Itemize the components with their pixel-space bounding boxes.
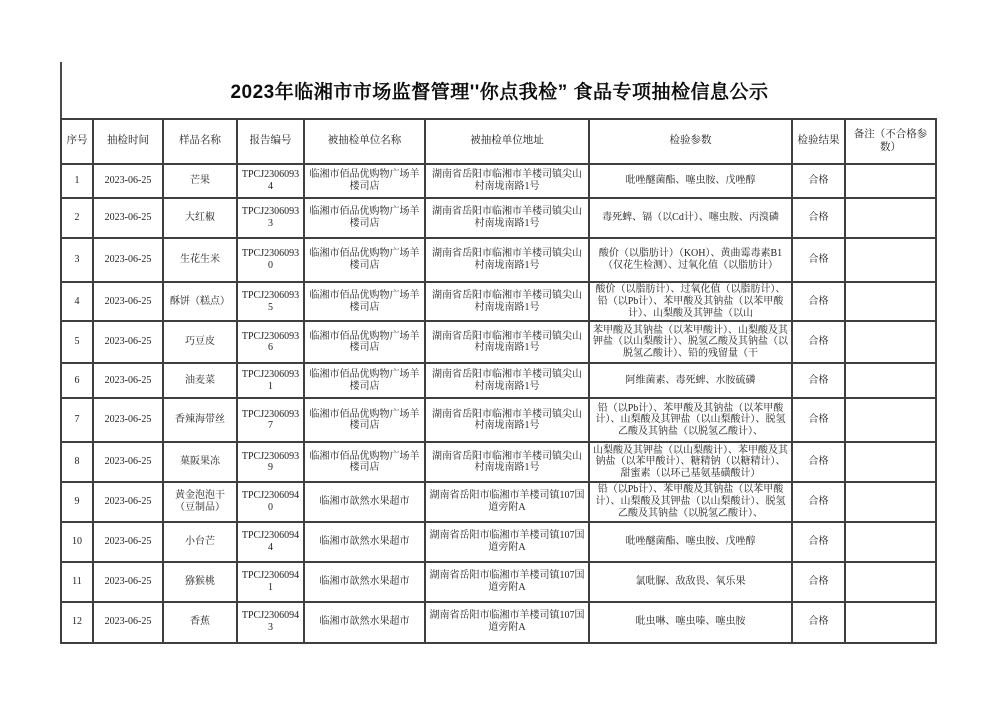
cell-no: 4 xyxy=(61,282,93,321)
cell-unit-name: 临湘市佰品优购物广场羊楼司店 xyxy=(304,282,425,321)
cell-result: 合格 xyxy=(792,238,845,282)
cell-unit-address: 湖南省岳阳市临湘市羊楼司镇尖山村南垅南路1号 xyxy=(425,238,589,282)
cell-unit-name: 临湘市佰品优购物广场羊楼司店 xyxy=(304,398,425,442)
cell-no: 12 xyxy=(61,602,93,643)
cell-report-number: TPCJ23060940 xyxy=(237,482,304,521)
cell-unit-name: 临湘市佰品优购物广场羊楼司店 xyxy=(304,238,425,282)
col-header-unit-name: 被抽检单位名称 xyxy=(304,119,425,164)
cell-remark xyxy=(845,442,936,482)
cell-sample-name: 小台芒 xyxy=(163,522,237,562)
table-row xyxy=(61,482,936,521)
cell-unit-name: 临湘市佰品优购物广场羊楼司店 xyxy=(304,198,425,238)
cell-report-number: TPCJ23060931 xyxy=(237,363,304,398)
cell-date: 2023-06-25 xyxy=(93,238,163,282)
table-row xyxy=(61,198,936,238)
cell-report-number: TPCJ23060933 xyxy=(237,198,304,238)
cell-date: 2023-06-25 xyxy=(93,602,163,643)
cell-result: 合格 xyxy=(792,522,845,562)
cell-test-parameters: 吡唑醚菌酯、噻虫胺、戊唑醇 xyxy=(589,522,792,562)
table-row xyxy=(61,398,936,442)
cell-result: 合格 xyxy=(792,363,845,398)
cell-date: 2023-06-25 xyxy=(93,198,163,238)
cell-no: 6 xyxy=(61,363,93,398)
cell-sample-name: 菓阪果冻 xyxy=(163,442,237,482)
cell-unit-address: 湖南省岳阳市临湘市羊楼司镇尖山村南垅南路1号 xyxy=(425,282,589,321)
cell-unit-address: 湖南省岳阳市临湘市羊楼司镇尖山村南垅南路1号 xyxy=(425,198,589,238)
cell-unit-address: 湖南省岳阳市临湘市羊楼司镇107国道旁附A xyxy=(425,562,589,602)
cell-date: 2023-06-25 xyxy=(93,164,163,198)
cell-result: 合格 xyxy=(792,198,845,238)
cell-result: 合格 xyxy=(792,602,845,643)
cell-unit-address: 湖南省岳阳市临湘市羊楼司镇尖山村南垅南路1号 xyxy=(425,164,589,198)
table-row xyxy=(61,522,936,562)
cell-sample-name: 巧豆皮 xyxy=(163,321,237,363)
cell-remark xyxy=(845,562,936,602)
cell-sample-name: 黄金泡泡干（豆制品） xyxy=(163,482,237,521)
cell-result: 合格 xyxy=(792,482,845,521)
col-header-unit-address: 被抽检单位地址 xyxy=(425,119,589,164)
cell-test-parameters: 吡虫啉、噻虫嗪、噻虫胺 xyxy=(589,602,792,643)
cell-test-parameters: 山梨酸及其钾盐（以山梨酸计）、苯甲酸及其钠盐（以苯甲酸计）、糖精钠（以糖精计）、甜蜜素（以环己基氨基磺酸计） xyxy=(589,442,792,482)
table-row xyxy=(61,442,936,482)
table-body xyxy=(61,164,936,643)
col-header-remark: 备注（不合格参数） xyxy=(845,119,936,164)
cell-remark xyxy=(845,282,936,321)
cell-date: 2023-06-25 xyxy=(93,398,163,442)
inspection-table xyxy=(60,118,937,644)
cell-sample-name: 大红椒 xyxy=(163,198,237,238)
cell-result: 合格 xyxy=(792,282,845,321)
cell-remark xyxy=(845,198,936,238)
cell-unit-name: 临湘市歆然水果超市 xyxy=(304,602,425,643)
cell-unit-name: 临湘市歆然水果超市 xyxy=(304,562,425,602)
cell-remark xyxy=(845,602,936,643)
cell-report-number: TPCJ23060930 xyxy=(237,238,304,282)
cell-report-number: TPCJ23060935 xyxy=(237,282,304,321)
cell-unit-address: 湖南省岳阳市临湘市羊楼司镇107国道旁附A xyxy=(425,482,589,521)
cell-result: 合格 xyxy=(792,562,845,602)
cell-result: 合格 xyxy=(792,442,845,482)
cell-result: 合格 xyxy=(792,321,845,363)
cell-remark xyxy=(845,164,936,198)
table-row xyxy=(61,562,936,602)
title-block xyxy=(60,62,937,118)
cell-no: 1 xyxy=(61,164,93,198)
cell-report-number: TPCJ23060934 xyxy=(237,164,304,198)
col-header-params: 检验参数 xyxy=(589,119,792,164)
cell-no: 8 xyxy=(61,442,93,482)
cell-date: 2023-06-25 xyxy=(93,522,163,562)
cell-no: 9 xyxy=(61,482,93,521)
cell-test-parameters: 毒死蜱、镉（以Cd计）、噻虫胺、丙溴磷 xyxy=(589,198,792,238)
cell-remark xyxy=(845,522,936,562)
cell-sample-name: 香蕉 xyxy=(163,602,237,643)
cell-unit-name: 临湘市佰品优购物广场羊楼司店 xyxy=(304,363,425,398)
cell-remark xyxy=(845,363,936,398)
cell-unit-address: 湖南省岳阳市临湘市羊楼司镇107国道旁附A xyxy=(425,602,589,643)
col-header-report: 报告编号 xyxy=(237,119,304,164)
cell-test-parameters: 苯甲酸及其钠盐（以苯甲酸计）、山梨酸及其钾盐（以山梨酸计）、脱氢乙酸及其钠盐（以脱氢乙酸计）、铅的残留量（干 xyxy=(589,321,792,363)
cell-report-number: TPCJ23060941 xyxy=(237,562,304,602)
cell-test-parameters: 吡唑醚菌酯、噻虫胺、戊唑醇 xyxy=(589,164,792,198)
cell-test-parameters: 氯吡脲、敌敌畏、氧乐果 xyxy=(589,562,792,602)
cell-report-number: TPCJ23060944 xyxy=(237,522,304,562)
cell-result: 合格 xyxy=(792,398,845,442)
cell-unit-name: 临湘市歆然水果超市 xyxy=(304,522,425,562)
cell-no: 2 xyxy=(61,198,93,238)
cell-report-number: TPCJ23060937 xyxy=(237,398,304,442)
cell-unit-name: 临湘市佰品优购物广场羊楼司店 xyxy=(304,442,425,482)
col-header-no: 序号 xyxy=(61,119,93,164)
cell-date: 2023-06-25 xyxy=(93,363,163,398)
table-row xyxy=(61,321,936,363)
cell-no: 3 xyxy=(61,238,93,282)
table-row xyxy=(61,238,936,282)
cell-date: 2023-06-25 xyxy=(93,321,163,363)
cell-no: 10 xyxy=(61,522,93,562)
cell-sample-name: 油麦菜 xyxy=(163,363,237,398)
cell-remark xyxy=(845,321,936,363)
cell-sample-name: 生花生米 xyxy=(163,238,237,282)
table-row xyxy=(61,602,936,643)
table-row xyxy=(61,282,936,321)
cell-unit-address: 湖南省岳阳市临湘市羊楼司镇尖山村南垅南路1号 xyxy=(425,398,589,442)
cell-sample-name: 猕猴桃 xyxy=(163,562,237,602)
document-title: 2023年临湘市市场监督管理''你点我检” 食品专项抽检信息公示 xyxy=(230,81,769,103)
cell-date: 2023-06-25 xyxy=(93,482,163,521)
cell-unit-name: 临湘市佰品优购物广场羊楼司店 xyxy=(304,164,425,198)
cell-unit-name: 临湘市佰品优购物广场羊楼司店 xyxy=(304,321,425,363)
col-header-sample: 样品名称 xyxy=(163,119,237,164)
cell-date: 2023-06-25 xyxy=(93,442,163,482)
cell-result: 合格 xyxy=(792,164,845,198)
cell-sample-name: 芒果 xyxy=(163,164,237,198)
cell-no: 11 xyxy=(61,562,93,602)
cell-date: 2023-06-25 xyxy=(93,562,163,602)
cell-test-parameters: 铅（以Pb计）、苯甲酸及其钠盐（以苯甲酸计）、山梨酸及其钾盐（以山梨酸计）、脱氢乙酸及其钠盐（以脱氢乙酸计）、 xyxy=(589,482,792,521)
cell-remark xyxy=(845,238,936,282)
cell-test-parameters: 铅（以Pb计）、苯甲酸及其钠盐（以苯甲酸计）、山梨酸及其钾盐（以山梨酸计）、脱氢乙酸及其钠盐（以脱氢乙酸计）、 xyxy=(589,398,792,442)
cell-test-parameters: 酸价（以脂肪计）、过氧化值（以脂肪计）、铅（以Pb计）、苯甲酸及其钠盐（以苯甲酸计）、山梨酸及其钾盐（以山 xyxy=(589,282,792,321)
cell-date: 2023-06-25 xyxy=(93,282,163,321)
cell-sample-name: 酥饼（糕点） xyxy=(163,282,237,321)
cell-report-number: TPCJ23060939 xyxy=(237,442,304,482)
cell-unit-address: 湖南省岳阳市临湘市羊楼司镇尖山村南垅南路1号 xyxy=(425,321,589,363)
table-row xyxy=(61,363,936,398)
table-header-row xyxy=(61,119,936,164)
cell-remark xyxy=(845,398,936,442)
cell-test-parameters: 酸价（以脂肪计）（KOH）、黄曲霉毒素B1（仅花生检测）、过氧化值（以脂肪计） xyxy=(589,238,792,282)
cell-report-number: TPCJ23060943 xyxy=(237,602,304,643)
col-header-result: 检验结果 xyxy=(792,119,845,164)
cell-report-number: TPCJ23060936 xyxy=(237,321,304,363)
cell-unit-address: 湖南省岳阳市临湘市羊楼司镇107国道旁附A xyxy=(425,522,589,562)
cell-unit-address: 湖南省岳阳市临湘市羊楼司镇尖山村南垅南路1号 xyxy=(425,363,589,398)
cell-unit-name: 临湘市歆然水果超市 xyxy=(304,482,425,521)
cell-sample-name: 香辣海带丝 xyxy=(163,398,237,442)
cell-unit-address: 湖南省岳阳市临湘市羊楼司镇尖山村南垅南路1号 xyxy=(425,442,589,482)
cell-test-parameters: 阿维菌素、毒死蜱、水胺硫磷 xyxy=(589,363,792,398)
col-header-date: 抽检时间 xyxy=(93,119,163,164)
cell-remark xyxy=(845,482,936,521)
table-row xyxy=(61,164,936,198)
cell-no: 7 xyxy=(61,398,93,442)
cell-no: 5 xyxy=(61,321,93,363)
